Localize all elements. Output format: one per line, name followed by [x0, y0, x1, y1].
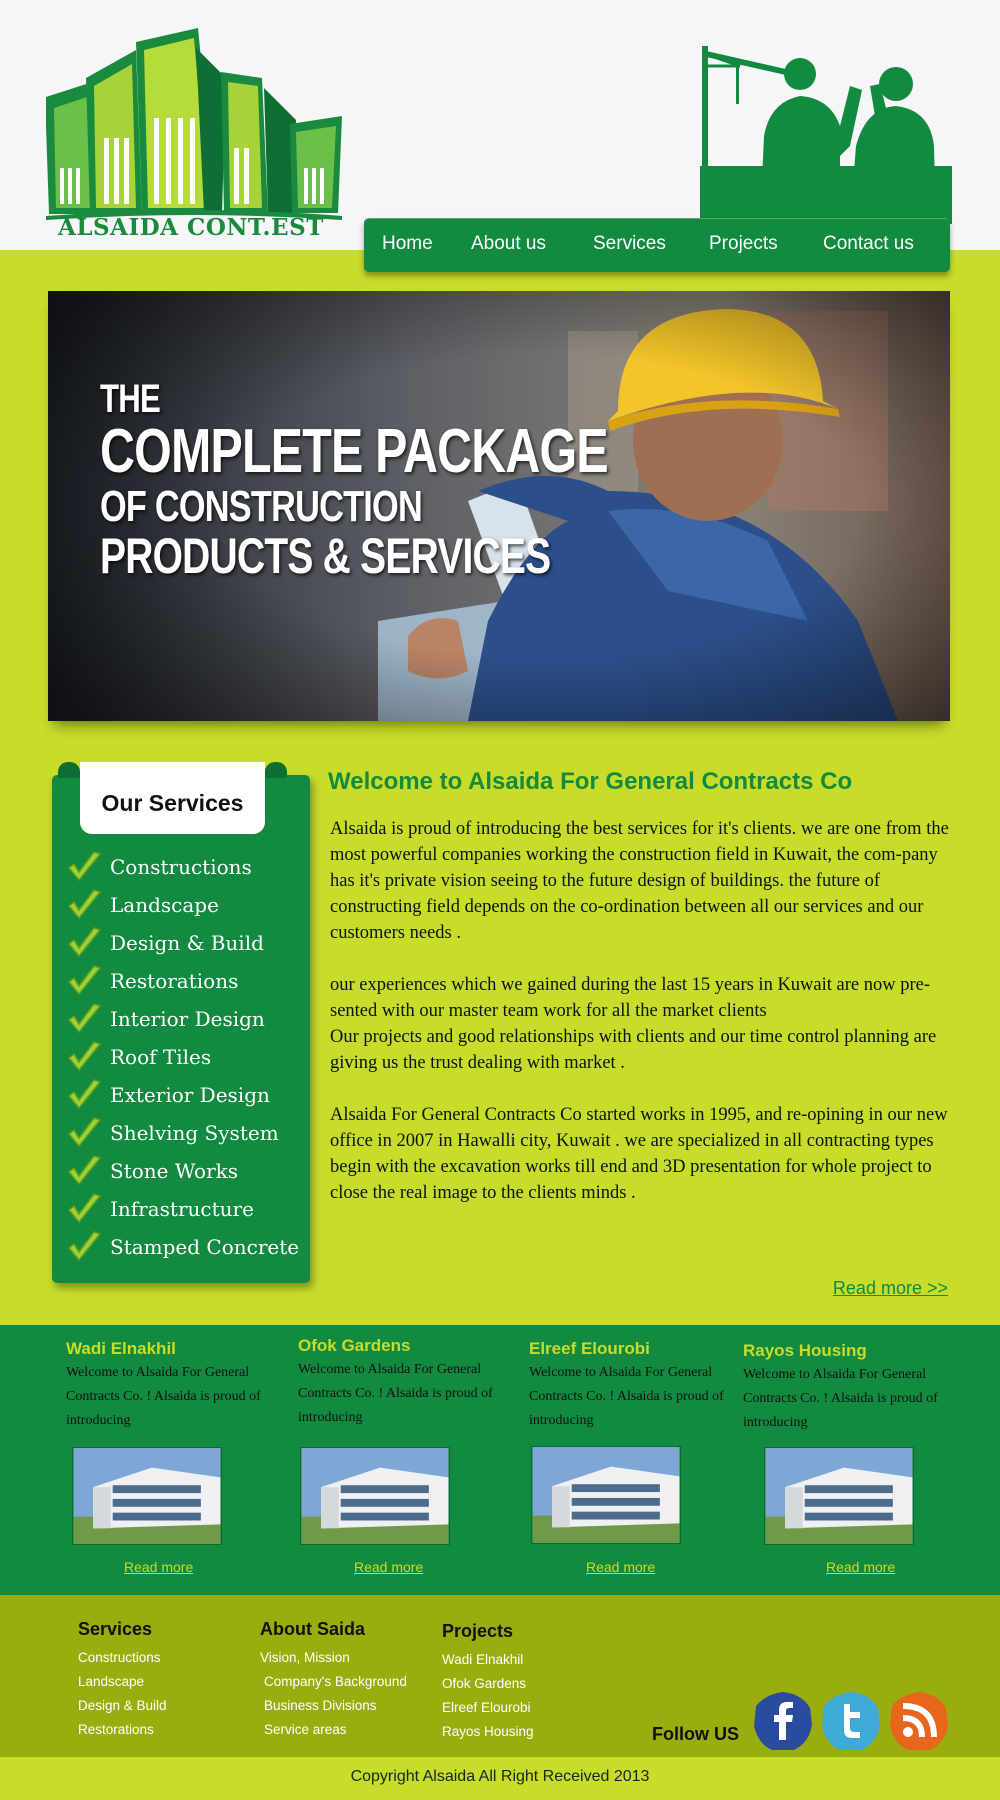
service-item-interior-design[interactable]: [66, 1000, 306, 1038]
footer-about-title: About Saida: [260, 1619, 366, 1639]
checkmark-icon: [66, 1040, 102, 1074]
checkmark-icon: [66, 850, 102, 884]
welcome-title: Welcome to Alsaida For General Contracts Co: [328, 768, 853, 795]
banner-line-2: COMPLETE PACKAGE: [100, 417, 608, 486]
service-label: Restorations: [110, 969, 239, 993]
project-description: Welcome to Alsaida For General Contracts Co. ! Alsaida is proud of introducing: [298, 1362, 493, 1425]
building-logo-icon[interactable]: [46, 28, 342, 243]
service-label: Shelving System: [110, 1121, 279, 1145]
project-read-more-link[interactable]: Read more: [124, 1559, 194, 1575]
project-thumbnail[interactable]: [531, 1446, 681, 1544]
footer-link[interactable]: Restorations: [78, 1722, 154, 1737]
nav-contact-us[interactable]: Contact us: [823, 233, 914, 254]
footer-services-title: Services: [78, 1619, 153, 1639]
checkmark-icon: [66, 888, 102, 922]
site-header: [0, 0, 1000, 254]
service-item-stamped-concrete[interactable]: [66, 1228, 306, 1266]
footer-about-column: [260, 1619, 407, 1742]
twitter-icon[interactable]: [820, 1690, 882, 1752]
service-label: Stamped Concrete: [110, 1235, 300, 1259]
welcome-paragraph-1: Alsaida is proud of introducing the best services for it's clients. we are one from the most powerful companies working the construction field in Kuwait, the com-pany has it's private vision seeing to the future design of buildings. the future of constructing field depends on the co-ordination between all our services and our customers needs .: [330, 819, 949, 943]
footer-link[interactable]: Service areas: [264, 1722, 347, 1737]
services-list: [66, 848, 306, 1266]
project-title[interactable]: Elreef Elourobi: [529, 1339, 650, 1358]
service-label: Exterior Design: [110, 1083, 270, 1107]
service-item-shelving-system[interactable]: [66, 1114, 306, 1152]
service-item-constructions[interactable]: [66, 848, 306, 886]
project-thumbnail[interactable]: [300, 1447, 450, 1545]
projects-strip: [0, 1325, 1000, 1595]
banner-line-4: PRODUCTS & SERVICES: [100, 528, 551, 584]
service-label: Landscape: [110, 893, 219, 917]
footer-link[interactable]: Landscape: [78, 1674, 145, 1689]
welcome-paragraph-2b: Our projects and good relationships with clients and our time control planning are giving us the trust dealing with market .: [330, 1027, 937, 1073]
welcome-paragraph-2: [330, 972, 950, 1076]
banner-line-1: THE: [100, 377, 161, 421]
project-read-more-link[interactable]: Read more: [586, 1559, 656, 1575]
checkmark-icon: [66, 1154, 102, 1188]
project-card-ofok-gardens: [298, 1336, 498, 1430]
project-title[interactable]: Rayos Housing: [743, 1341, 867, 1360]
project-description: Welcome to Alsaida For General Contracts Co. ! Alsaida is proud of introducing: [743, 1367, 938, 1430]
read-more-link[interactable]: Read more >>: [832, 1278, 948, 1298]
project-title[interactable]: Ofok Gardens: [298, 1336, 411, 1355]
nav-services[interactable]: Services: [593, 233, 666, 254]
service-item-exterior-design[interactable]: [66, 1076, 306, 1114]
footer-projects-title: Projects: [442, 1621, 514, 1641]
service-label: Stone Works: [110, 1159, 239, 1183]
follow-us-label: Follow US: [652, 1724, 739, 1744]
checkmark-icon: [66, 926, 102, 960]
footer-link[interactable]: Elreef Elourobi: [442, 1700, 531, 1715]
service-label: Design & Build: [110, 931, 264, 955]
nav-about-us[interactable]: About us: [471, 233, 546, 254]
project-description: Welcome to Alsaida For General Contracts Co. ! Alsaida is proud of introducing: [529, 1365, 724, 1428]
project-card-elreef-elourobi: [529, 1339, 729, 1433]
hero-banner: [48, 291, 950, 721]
project-title[interactable]: Wadi Elnakhil: [66, 1339, 176, 1358]
banner-line-3: OF CONSTRUCTION: [100, 482, 422, 531]
service-item-infrastructure[interactable]: [66, 1190, 306, 1228]
service-item-stone-works[interactable]: [66, 1152, 306, 1190]
service-item-roof-tiles[interactable]: [66, 1038, 306, 1076]
footer-link[interactable]: Rayos Housing: [442, 1724, 534, 1739]
project-thumbnail[interactable]: [72, 1447, 222, 1545]
footer-projects-column: [442, 1621, 534, 1744]
footer-link[interactable]: Vision, Mission: [260, 1650, 350, 1665]
welcome-body: [330, 816, 950, 1232]
copyright-text: Copyright Alsaida All Right Received 2013: [350, 1768, 650, 1785]
banner-headline: [100, 377, 608, 584]
rss-icon[interactable]: [888, 1690, 950, 1752]
main-nav: [364, 218, 950, 272]
checkmark-icon: [66, 964, 102, 998]
footer-link[interactable]: Business Divisions: [264, 1698, 377, 1713]
service-item-design-build[interactable]: [66, 924, 306, 962]
service-label: Infrastructure: [110, 1197, 254, 1221]
checkmark-icon: [66, 1078, 102, 1112]
project-thumbnail[interactable]: [764, 1447, 914, 1545]
project-read-more-link[interactable]: Read more: [354, 1559, 424, 1575]
project-read-more-link[interactable]: Read more: [826, 1559, 896, 1575]
services-title: Our Services: [101, 790, 244, 816]
footer-link[interactable]: Wadi Elnakhil: [442, 1652, 524, 1667]
service-label: Constructions: [110, 855, 252, 879]
service-label: Interior Design: [110, 1007, 265, 1031]
service-item-landscape[interactable]: [66, 886, 306, 924]
project-description: Welcome to Alsaida For General Contracts Co. ! Alsaida is proud of introducing: [66, 1365, 261, 1428]
welcome-paragraph-3: Alsaida For General Contracts Co started works in 1995, and re-opining in our new office in 2007 in Hawalli city, Kuwait . we are specialized in all contracting types begin with the excavation works till end and 3D presentation for whole project to close the real image to the clients minds .: [330, 1105, 948, 1203]
checkmark-icon: [66, 1230, 102, 1264]
nav-projects[interactable]: Projects: [709, 233, 778, 254]
footer-link[interactable]: Constructions: [78, 1650, 161, 1665]
project-card-wadi-elnakhil: [66, 1339, 266, 1433]
checkmark-icon: [66, 1192, 102, 1226]
service-label: Roof Tiles: [110, 1045, 212, 1069]
footer-link[interactable]: Design & Build: [78, 1698, 167, 1713]
project-card-rayos-housing: [743, 1341, 943, 1435]
footer-services-column: [78, 1619, 167, 1742]
workers-silhouette-icon: [700, 46, 952, 224]
facebook-icon[interactable]: [752, 1690, 814, 1752]
footer-link[interactable]: Company's Background: [264, 1674, 407, 1689]
service-item-restorations[interactable]: [66, 962, 306, 1000]
checkmark-icon: [66, 1116, 102, 1150]
welcome-paragraph-2a: our experiences which we gained during the last 15 years in Kuwait are now pre-sented with our master team work for all the market clients: [330, 975, 931, 1021]
footer-link[interactable]: Ofok Gardens: [442, 1676, 527, 1691]
checkmark-icon: [66, 1002, 102, 1036]
nav-home[interactable]: Home: [382, 233, 433, 254]
logo-text[interactable]: ALSAIDA CONT.EST: [58, 214, 324, 241]
